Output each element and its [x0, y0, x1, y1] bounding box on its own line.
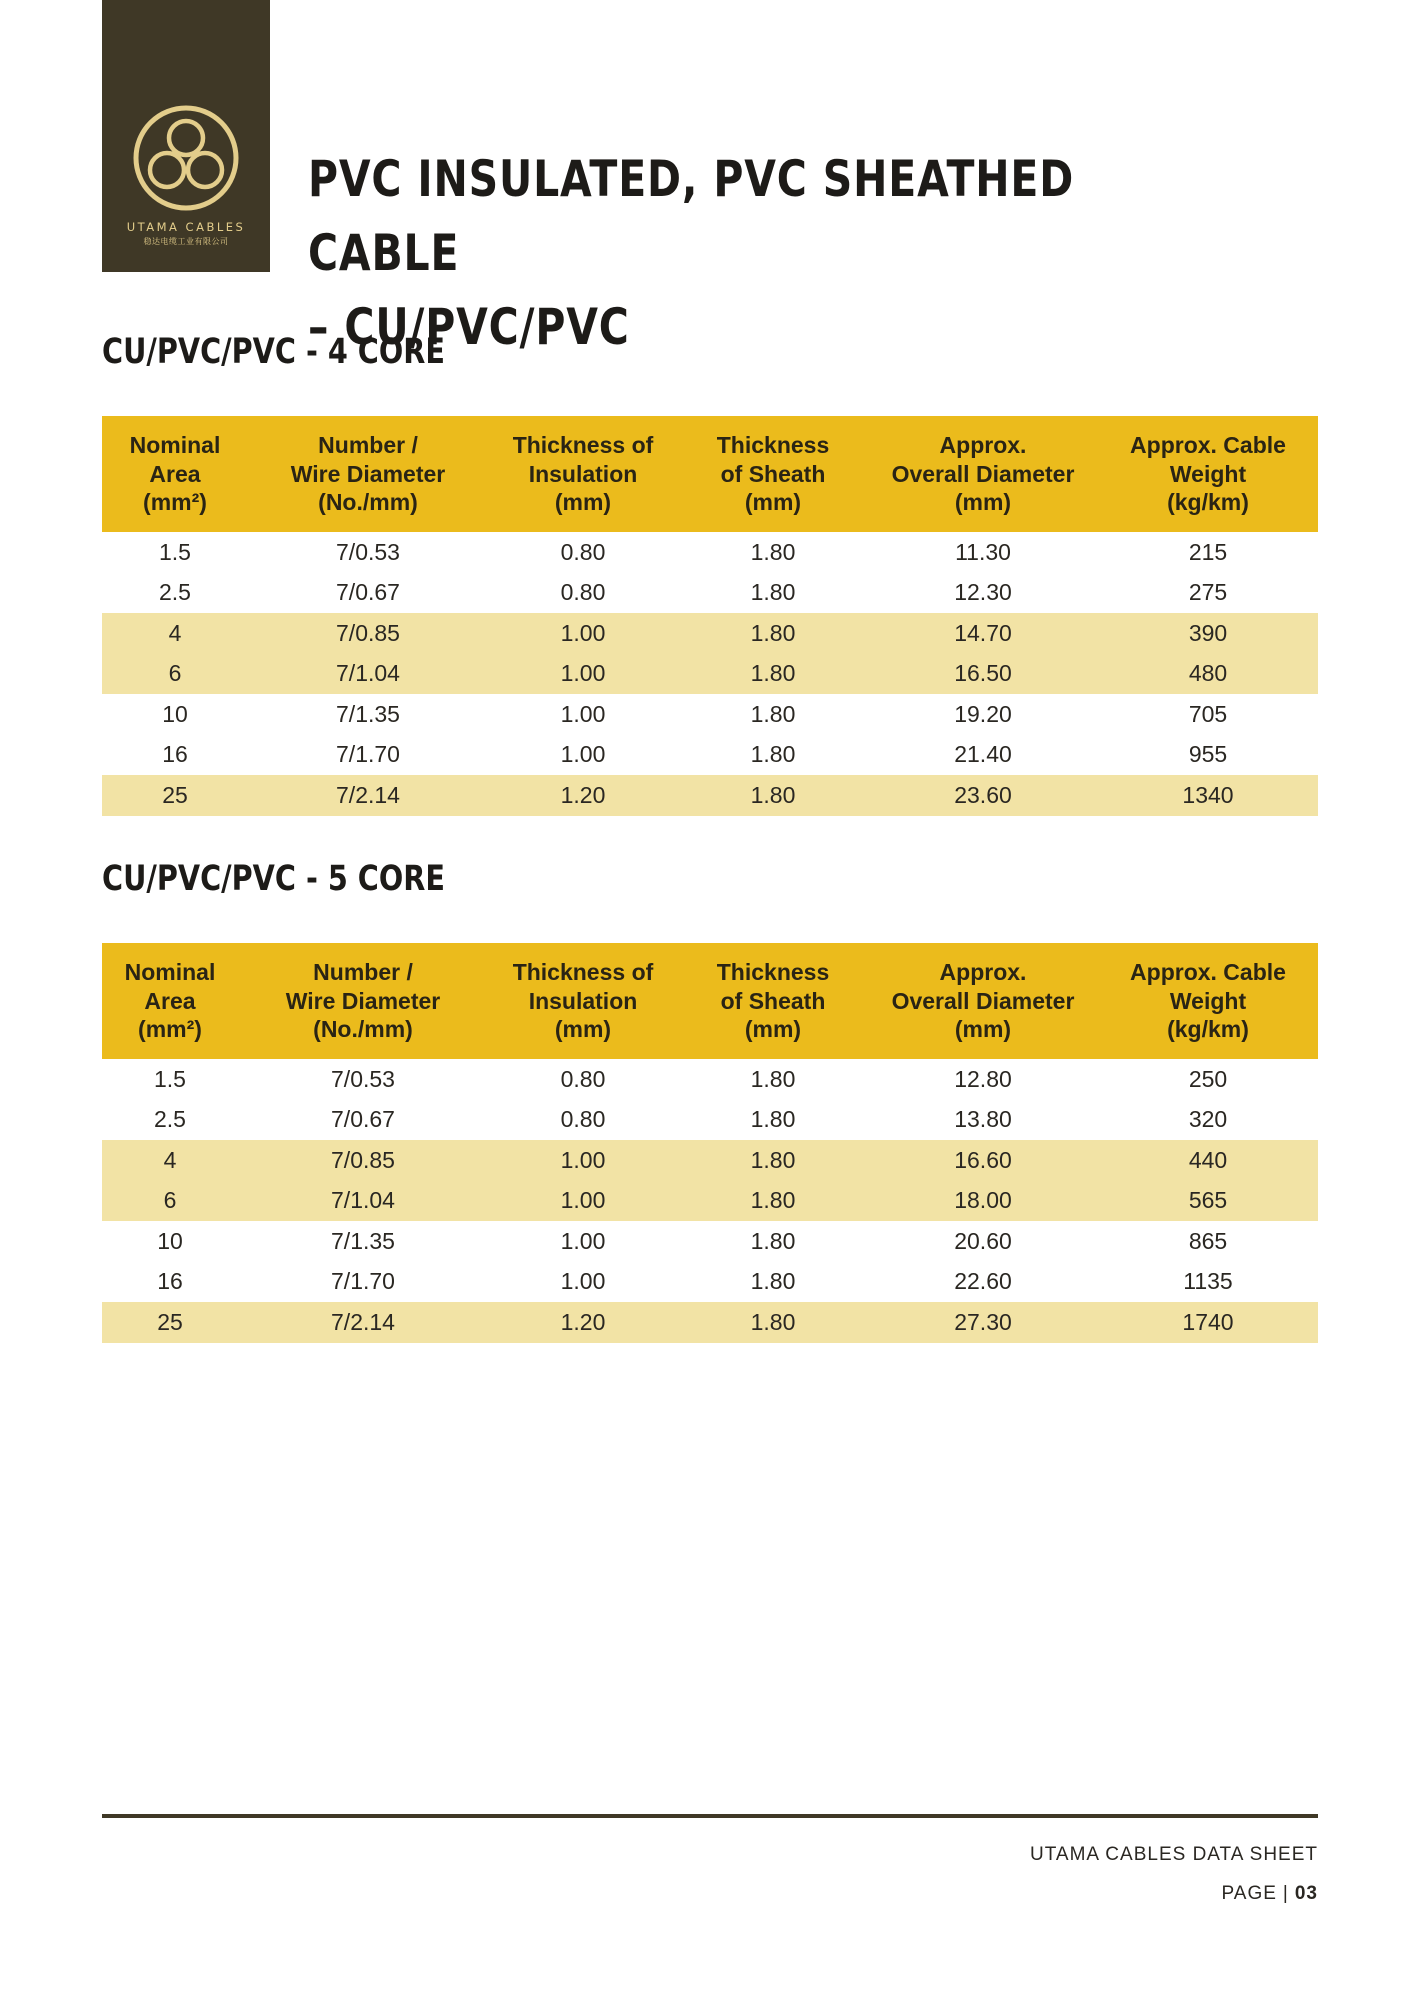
- cell-sheath: 1.80: [750, 700, 796, 727]
- cell-nominal-area: 16: [157, 1268, 183, 1295]
- table-row: [102, 1262, 1318, 1303]
- cell-wire-diameter: 7/1.70: [336, 741, 400, 768]
- cell-nominal-area: 10: [162, 700, 188, 727]
- cell-insulation: 1.00: [560, 700, 606, 727]
- header-overall-diameter: Approx. Overall Diameter (mm): [868, 416, 1098, 532]
- cell-nominal-area: 4: [102, 1140, 238, 1181]
- cell-insulation: 1.00: [488, 1181, 678, 1222]
- table-row: [102, 532, 1318, 573]
- footer-page-number: 03: [1294, 1883, 1318, 1904]
- header-sheath-thickness: Thickness of Sheath (mm): [678, 416, 868, 532]
- table-header-row: [102, 943, 1318, 1059]
- footer-page-indicator: [1222, 1883, 1318, 1905]
- cell-overall-diameter: 18.00: [868, 1181, 1098, 1222]
- footer-doc-label: UTAMA CABLES DATA SHEET: [1029, 1844, 1318, 1865]
- table-header-row: [102, 416, 1318, 532]
- cell-insulation: 0.80: [560, 538, 606, 565]
- cell-nominal-area: 6: [102, 654, 248, 695]
- cell-insulation: 1.20: [488, 1302, 678, 1343]
- table-row: [102, 1059, 1318, 1100]
- cell-insulation: 1.00: [560, 1227, 606, 1254]
- table-row: [102, 1140, 1318, 1181]
- cell-wire-diameter: 7/0.67: [331, 1106, 395, 1133]
- cell-sheath: 1.80: [678, 775, 868, 816]
- table-row: [102, 1302, 1318, 1343]
- brand-name-chinese: 稳达电缆工业有限公司: [143, 237, 229, 246]
- cell-overall-diameter: 16.50: [868, 654, 1098, 695]
- cell-wire-diameter: 7/0.53: [331, 1065, 395, 1092]
- cell-wire-diameter: 7/2.14: [248, 775, 488, 816]
- header-wire-diameter: Number / Wire Diameter (No./mm): [248, 416, 488, 532]
- cell-wire-diameter: 7/2.14: [238, 1302, 488, 1343]
- cell-overall-diameter: 12.30: [954, 579, 1012, 606]
- cell-wire-diameter: 7/1.70: [331, 1268, 395, 1295]
- footer-separator: |: [1282, 1883, 1289, 1904]
- header-sheath-thickness: Thickness of Sheath (mm): [678, 943, 868, 1059]
- cell-insulation: 1.00: [560, 741, 606, 768]
- cell-sheath: 1.80: [750, 1227, 796, 1254]
- header-nominal-area: Nominal Area (mm²): [102, 943, 238, 1059]
- cell-sheath: 1.80: [678, 613, 868, 654]
- cell-insulation: 0.80: [560, 1106, 606, 1133]
- table-row: [102, 735, 1318, 776]
- cell-weight: 1740: [1098, 1302, 1318, 1343]
- cell-overall-diameter: 20.60: [954, 1227, 1012, 1254]
- page-title-line2: – CU/PVC/PVC: [308, 298, 630, 356]
- cell-nominal-area: 1.5: [159, 538, 191, 565]
- header-nominal-area: Nominal Area (mm²): [102, 416, 248, 532]
- three-circles-logo-icon: [132, 104, 240, 212]
- table-row: [102, 1221, 1318, 1262]
- cell-wire-diameter: 7/0.53: [336, 538, 400, 565]
- cell-weight: 865: [1188, 1227, 1228, 1254]
- table-row: [102, 694, 1318, 735]
- cell-sheath: 1.80: [678, 1140, 868, 1181]
- cell-sheath: 1.80: [750, 1065, 796, 1092]
- cell-nominal-area: 25: [102, 1302, 238, 1343]
- brand-logo-block: [102, 0, 270, 272]
- cell-nominal-area: 6: [102, 1181, 238, 1222]
- footer-page-label: PAGE: [1221, 1883, 1277, 1904]
- cell-overall-diameter: 23.60: [868, 775, 1098, 816]
- cell-weight: 250: [1188, 1065, 1228, 1092]
- cell-weight: 320: [1188, 1106, 1228, 1133]
- cell-insulation: 1.20: [488, 775, 678, 816]
- cell-wire-diameter: 7/1.04: [238, 1181, 488, 1222]
- cell-sheath: 1.80: [750, 538, 796, 565]
- cell-weight: 955: [1188, 741, 1228, 768]
- cell-sheath: 1.80: [750, 1268, 796, 1295]
- table-row: [102, 654, 1318, 695]
- cell-wire-diameter: 7/1.35: [336, 700, 400, 727]
- spec-table-5-core: [102, 943, 1318, 1343]
- cell-insulation: 0.80: [560, 579, 606, 606]
- table-row: [102, 775, 1318, 816]
- cell-insulation: 1.00: [560, 1268, 606, 1295]
- header-cable-weight: Approx. Cable Weight (kg/km): [1098, 416, 1318, 532]
- cell-insulation: 0.80: [560, 1065, 606, 1092]
- cell-weight: 1340: [1098, 775, 1318, 816]
- footer-divider: [102, 1814, 1318, 1818]
- header-insulation-thickness: Thickness of Insulation (mm): [488, 943, 678, 1059]
- cell-overall-diameter: 16.60: [868, 1140, 1098, 1181]
- cell-weight: 1135: [1183, 1268, 1233, 1295]
- cell-nominal-area: 2.5: [154, 1106, 186, 1133]
- cell-nominal-area: 1.5: [154, 1065, 186, 1092]
- table-row: [102, 613, 1318, 654]
- header-insulation-thickness: Thickness of Insulation (mm): [488, 416, 678, 532]
- cell-nominal-area: 25: [102, 775, 248, 816]
- cell-wire-diameter: 7/1.35: [331, 1227, 395, 1254]
- cell-overall-diameter: 27.30: [868, 1302, 1098, 1343]
- header-overall-diameter: Approx. Overall Diameter (mm): [868, 943, 1098, 1059]
- cell-insulation: 1.00: [488, 654, 678, 695]
- spec-table-4-core: [102, 416, 1318, 816]
- cell-sheath: 1.80: [678, 654, 868, 695]
- cell-weight: 480: [1098, 654, 1318, 695]
- cell-wire-diameter: 7/0.85: [248, 613, 488, 654]
- cell-overall-diameter: 11.30: [955, 538, 1011, 565]
- cell-weight: 705: [1188, 700, 1228, 727]
- cell-overall-diameter: 14.70: [868, 613, 1098, 654]
- cell-sheath: 1.80: [678, 1181, 868, 1222]
- cell-weight: 440: [1098, 1140, 1318, 1181]
- cell-nominal-area: 16: [162, 741, 188, 768]
- cell-overall-diameter: 22.60: [954, 1268, 1012, 1295]
- header-cable-weight: Approx. Cable Weight (kg/km): [1098, 943, 1318, 1059]
- page-title-line1: PVC INSULATED, PVC SHEATHED CABLE: [308, 150, 1075, 282]
- cell-overall-diameter: 12.80: [954, 1065, 1012, 1092]
- table-row: [102, 1100, 1318, 1141]
- cell-insulation: 1.00: [488, 613, 678, 654]
- cell-wire-diameter: 7/0.85: [238, 1140, 488, 1181]
- cell-nominal-area: 10: [157, 1227, 183, 1254]
- cell-weight: 390: [1098, 613, 1318, 654]
- cell-sheath: 1.80: [750, 579, 796, 606]
- cell-sheath: 1.80: [750, 1106, 796, 1133]
- section-title-4-core: CU/PVC/PVC - 4 CORE: [102, 332, 445, 372]
- cell-wire-diameter: 7/0.67: [336, 579, 400, 606]
- cell-insulation: 1.00: [488, 1140, 678, 1181]
- cell-sheath: 1.80: [678, 1302, 868, 1343]
- cell-weight: 565: [1098, 1181, 1318, 1222]
- cell-overall-diameter: 13.80: [954, 1106, 1012, 1133]
- brand-name: UTAMA CABLES: [126, 220, 246, 234]
- cell-nominal-area: 4: [102, 613, 248, 654]
- cell-wire-diameter: 7/1.04: [248, 654, 488, 695]
- cell-weight: 215: [1188, 538, 1228, 565]
- cell-sheath: 1.80: [750, 741, 796, 768]
- cell-overall-diameter: 19.20: [954, 700, 1012, 727]
- cell-nominal-area: 2.5: [159, 579, 191, 606]
- table-row: [102, 573, 1318, 614]
- section-title-5-core: CU/PVC/PVC - 5 CORE: [102, 859, 445, 899]
- cell-overall-diameter: 21.40: [954, 741, 1012, 768]
- table-row: [102, 1181, 1318, 1222]
- cell-weight: 275: [1188, 579, 1228, 606]
- header-wire-diameter: Number / Wire Diameter (No./mm): [238, 943, 488, 1059]
